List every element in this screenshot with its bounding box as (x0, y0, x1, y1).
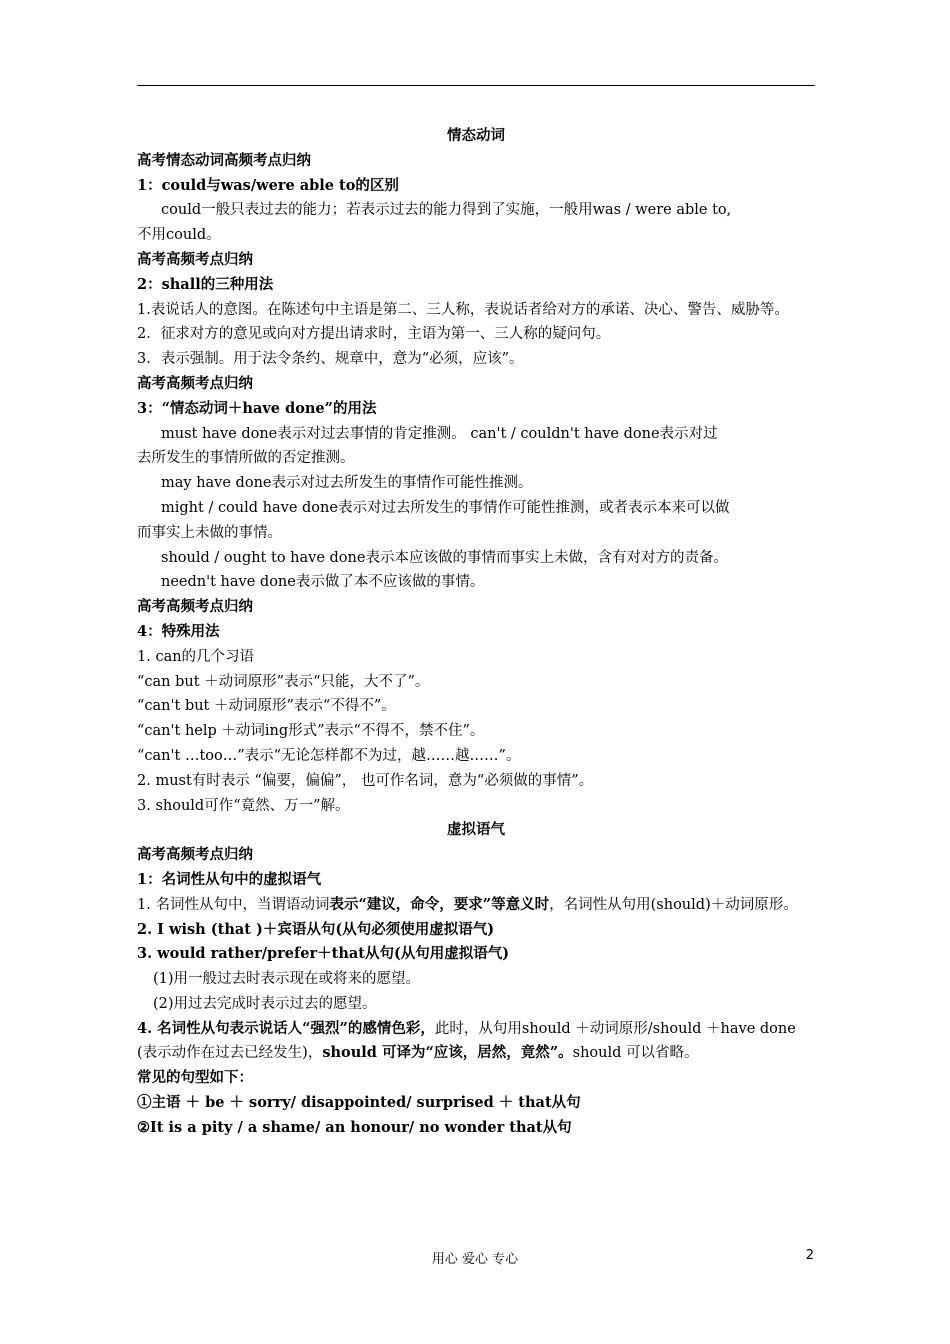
paragraph-line: should / ought to have done表示本应该做的事情而事实上未做，含有对对方的责备。 (161, 549, 728, 566)
paragraph-line: (1)用一般过去时表示现在或将来的愿望。 (153, 971, 421, 988)
topic-heading: 3：“情态动词＋have done”的用法 (137, 399, 377, 417)
section-heading: 高考情态动词高频考点归纳 (137, 151, 311, 169)
paragraph-line (137, 1017, 815, 1067)
paragraph-line (137, 893, 815, 918)
paragraph-line: needn't have done表示做了本不应该做的事情。 (161, 574, 485, 591)
topic-heading: 1：could与was/were able to的区别 (137, 176, 399, 194)
text-run: 1. 名词性从句中，当谓语动词 (137, 896, 330, 913)
pattern-line: ②It is a pity / a shame/ an honour/ no wonder that从句 (137, 1118, 572, 1136)
paragraph-line: “can't but ＋动词原形”表示“不得不”。 (137, 698, 396, 715)
paragraph-line: 3．表示强制。用于法令条约、规章中，意为“必须，应该”。 (137, 351, 524, 368)
text-run-bold: should 可译为“应该，居然，竟然”。 (322, 1044, 573, 1062)
paragraph-line: 3. should可作“竟然、万一”解。 (137, 797, 350, 814)
section-heading: 高考高频考点归纳 (137, 846, 253, 864)
paragraph-line: might / could have done表示对过去所发生的事情作可能性推测，或者表示本来可以做 (161, 499, 730, 516)
paragraph-line: “can but ＋动词原形”表示“只能，大不了”。 (137, 673, 430, 690)
paragraph-line: 2. I wish (that )＋宾语从句(从句必须使用虚拟语气) (137, 920, 495, 938)
paragraph-line: 2. must有时表示 “偏要，偏偏”， 也可作名词，意为“必须做的事情”。 (137, 772, 594, 789)
text-run: ，名词性从句用(should)＋动词原形。 (549, 896, 798, 913)
paragraph-line: could一般只表过去的能力；若表示过去的能力得到了实施，一般用was / were able to, (161, 202, 732, 219)
section-heading: 高考高频考点归纳 (137, 598, 253, 616)
paragraph-line: 去所发生的事情所做的否定推测。 (137, 450, 355, 467)
paragraph-line: must have done表示对过去事情的肯定推测。 can't / couldn't have done表示对过 (161, 425, 718, 442)
section-title-modal-verbs: 情态动词 (447, 127, 505, 144)
paragraph-line: “can't …too…”表示“无论怎样都不为过，越……越……”。 (137, 747, 521, 764)
paragraph-line: 2．征求对方的意见或向对方提出请求时，主语为第一、三人称的疑问句。 (137, 326, 611, 343)
document-body (137, 124, 815, 1141)
page-footer (0, 1248, 950, 1268)
header-rule (137, 85, 815, 86)
pattern-line: ①主语 ＋ be ＋ sorry/ disappointed/ surprised ＋ that从句 (137, 1094, 581, 1112)
page-number: 2 (805, 1248, 814, 1263)
paragraph-line: (2)用过去完成时表示过去的愿望。 (153, 995, 377, 1012)
paragraph-line: 1. can的几个习语 (137, 648, 255, 665)
paragraph-line: 1.表说话人的意图。在陈述句中主语是第二、三人称，表说话者给对方的承诺、决心、警告、威胁等。 (137, 301, 789, 318)
footer-text: 用心 爱心 专心 (431, 1252, 519, 1267)
paragraph-line: may have done表示对过去所发生的事情作可能性推测。 (161, 475, 533, 492)
paragraph-line: 常见的句型如下： (137, 1069, 253, 1087)
text-run-bold: 4. 名词性从句表示说话人“强烈”的感情色彩， (137, 1019, 435, 1037)
text-run: 此时，从句用should ＋动词原形/should ＋have done (表示动作在过去已经发生)， (137, 1020, 796, 1062)
section-heading: 高考高频考点归纳 (137, 250, 253, 268)
paragraph-line: 不用could。 (137, 227, 221, 244)
section-title-subjunctive: 虚拟语气 (447, 821, 505, 839)
text-run: should 可以省略。 (572, 1045, 699, 1062)
topic-heading: 4：特殊用法 (137, 622, 220, 640)
topic-heading: 1：名词性从句中的虚拟语气 (137, 870, 322, 888)
topic-heading: 2：shall的三种用法 (137, 275, 274, 293)
section-heading: 高考高频考点归纳 (137, 374, 253, 392)
paragraph-line: “can't help ＋动词ing形式”表示“不得不，禁不住”。 (137, 723, 485, 740)
paragraph-line: 3. would rather/prefer＋that从句(从句用虚拟语气) (137, 945, 510, 963)
text-run-bold: 表示“建议，命令，要求”等意义时 (329, 895, 550, 913)
paragraph-line: 而事实上未做的事情。 (137, 524, 282, 541)
